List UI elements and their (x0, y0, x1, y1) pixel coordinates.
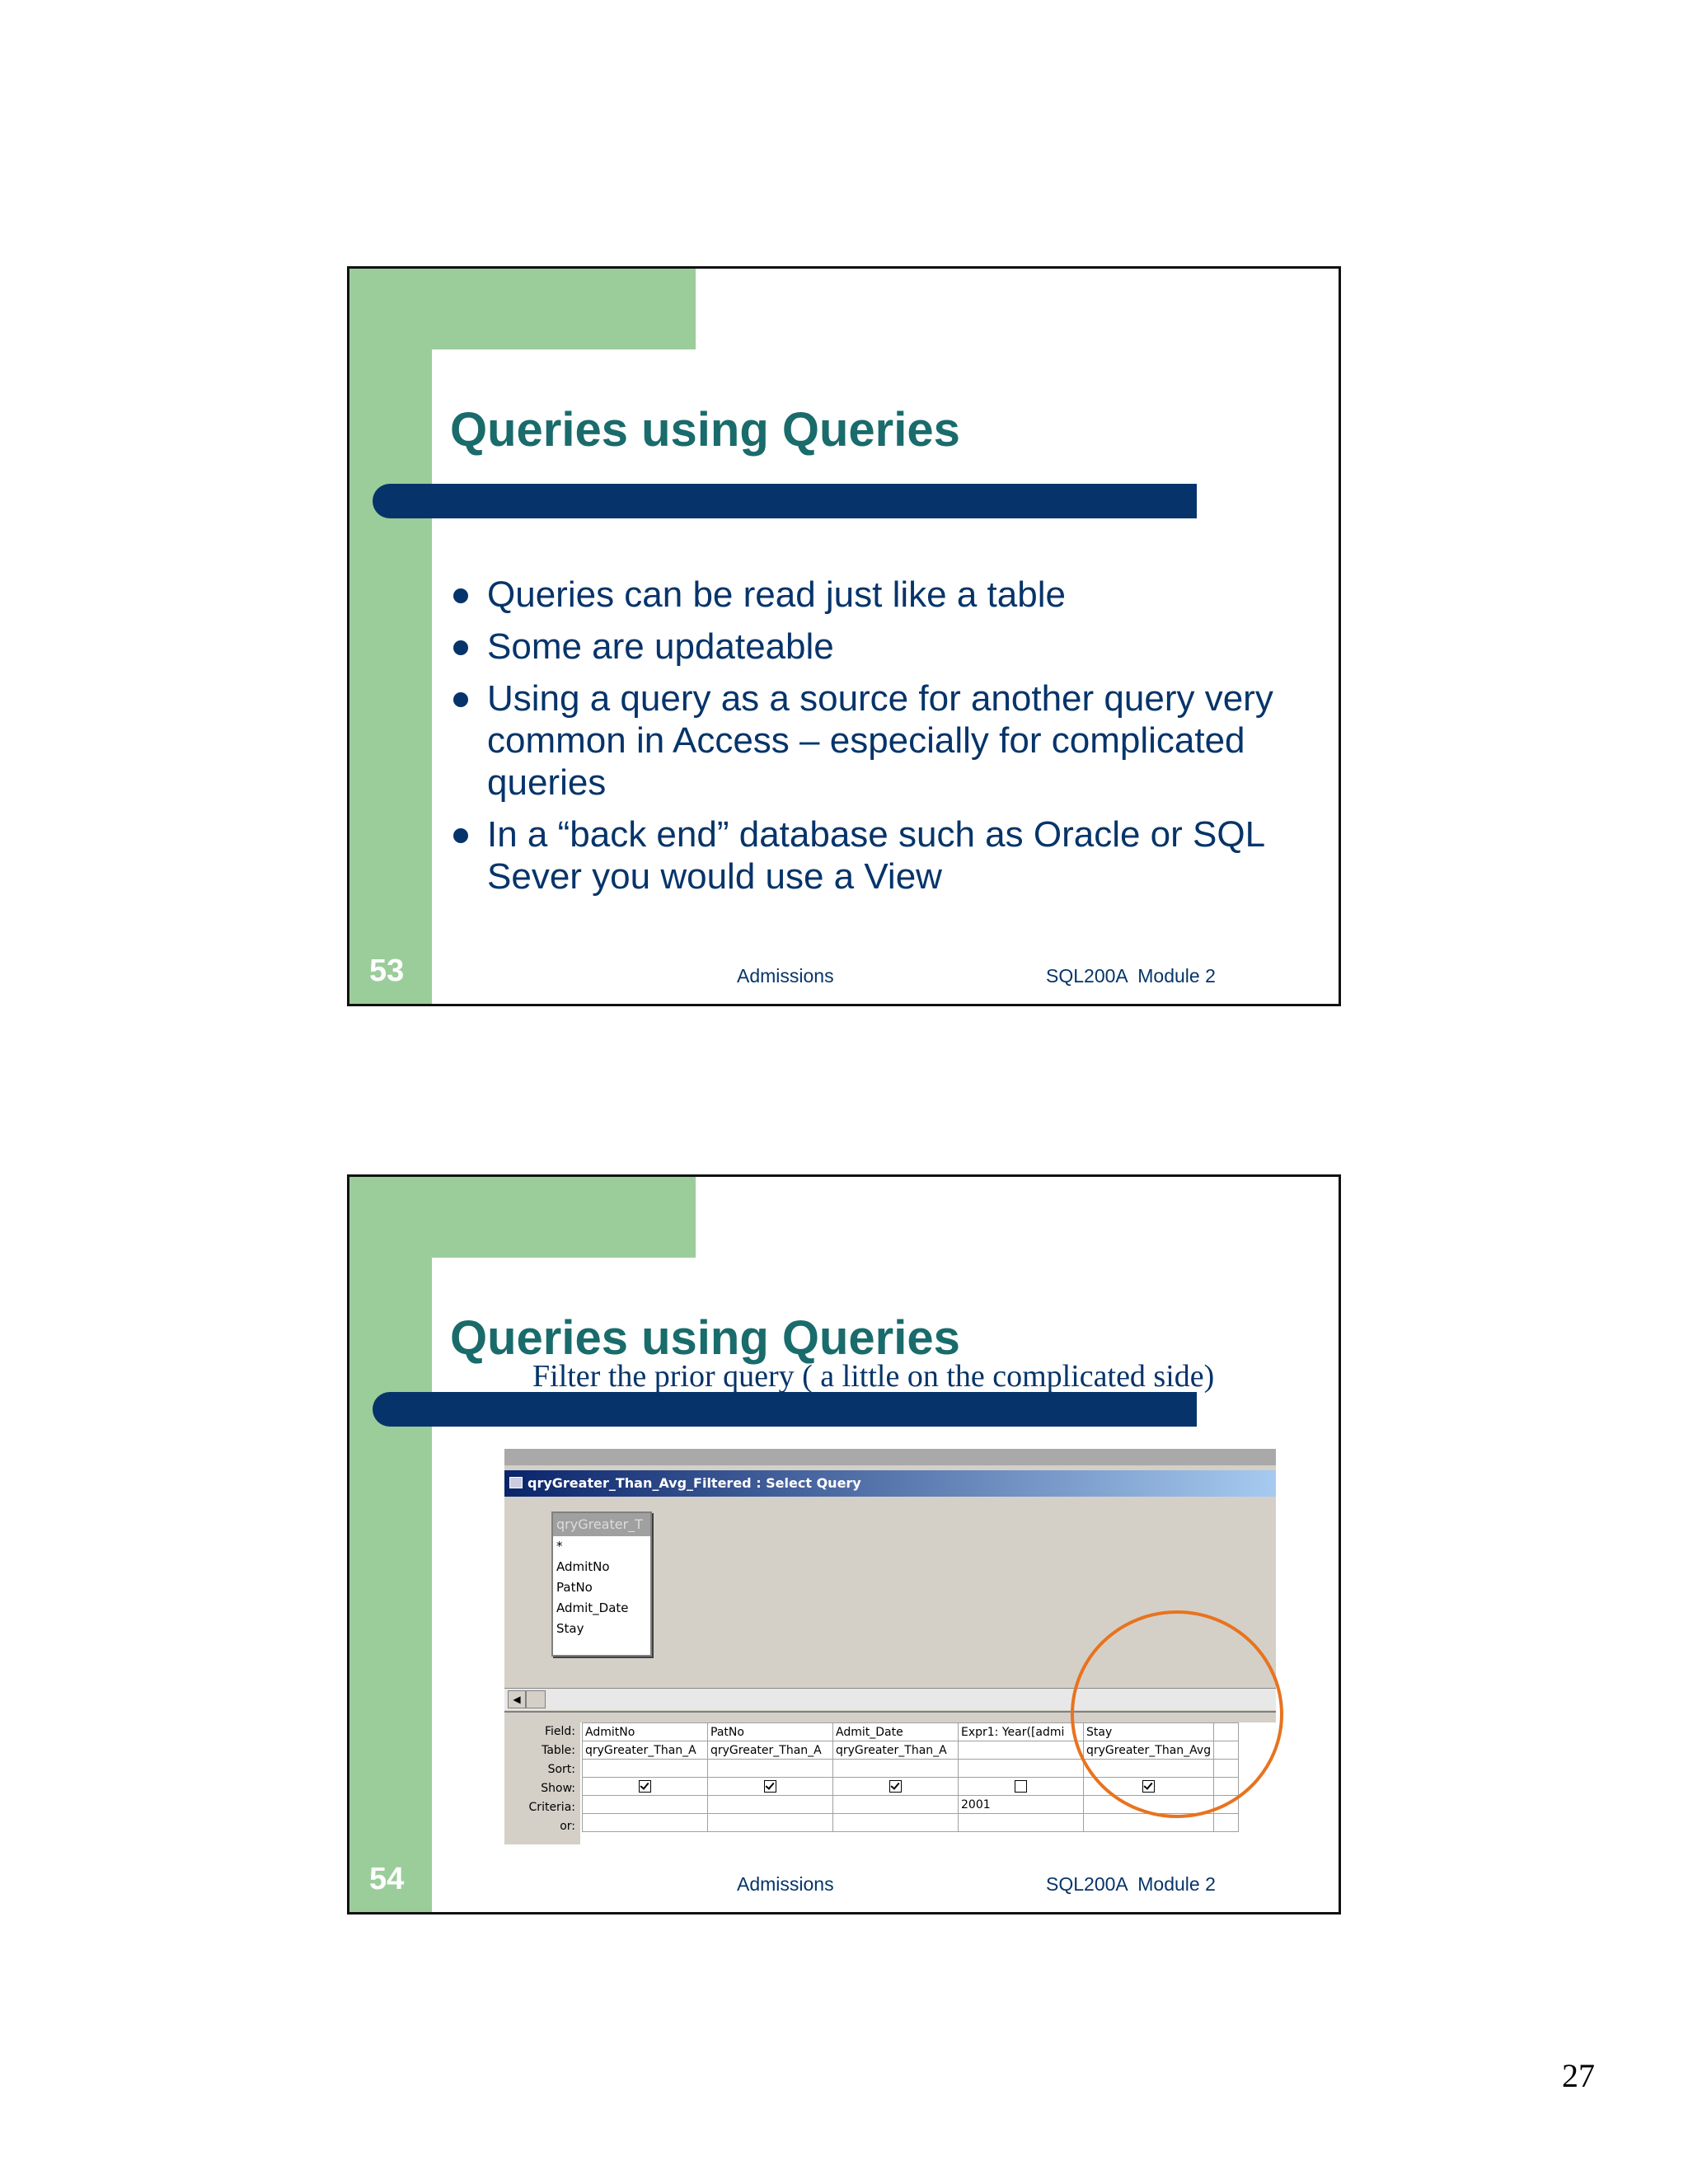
green-sidebar (349, 269, 432, 1004)
show-checkbox[interactable] (1015, 1780, 1027, 1793)
field-list-box[interactable] (551, 1511, 652, 1657)
green-header-block (349, 269, 696, 349)
show-checkbox[interactable] (889, 1780, 902, 1793)
window-top-strip (504, 1449, 1276, 1465)
or-cell[interactable] (708, 1814, 833, 1832)
access-query-screenshot (504, 1449, 1276, 1844)
field-row (583, 1723, 1239, 1741)
criteria-cell[interactable]: 2001 (959, 1796, 1084, 1814)
sort-cell-empty[interactable] (1214, 1760, 1239, 1778)
show-cell (708, 1778, 833, 1796)
or-cell-empty[interactable] (1214, 1814, 1239, 1832)
horizontal-scrollbar[interactable] (504, 1688, 1276, 1710)
or-cell[interactable] (583, 1814, 708, 1832)
field-cell[interactable]: Admit_Date (833, 1723, 959, 1741)
criteria-cell[interactable] (1084, 1796, 1214, 1814)
page-number: 27 (1562, 2057, 1595, 2094)
bullet-item: Some are updateable (450, 626, 1315, 668)
table-cell-empty[interactable] (1214, 1741, 1239, 1760)
title-underline-bar (373, 484, 1197, 518)
show-cell (583, 1778, 708, 1796)
show-cell (959, 1778, 1084, 1796)
field-list-item[interactable]: * (556, 1539, 563, 1554)
scroll-thumb[interactable] (526, 1690, 546, 1708)
sort-row (583, 1760, 1239, 1778)
footer-right: SQL200A Module 2 (1046, 1873, 1216, 1895)
slide-subtitle: Filter the prior query ( a little on the complicated side) (532, 1359, 1215, 1394)
criteria-cell[interactable] (583, 1796, 708, 1814)
or-row (583, 1814, 1239, 1832)
footer-center: Admissions (737, 1873, 834, 1895)
bullet-item: In a “back end” database such as Oracle or SQL Sever you would use a View (450, 813, 1315, 898)
row-label-or: or: (560, 1820, 575, 1833)
row-label-show: Show: (541, 1782, 575, 1795)
query-window-icon (509, 1477, 523, 1488)
slide-title: Queries using Queries (450, 1311, 960, 1365)
bullet-list (450, 574, 1315, 907)
or-cell[interactable] (959, 1814, 1084, 1832)
table-cell[interactable]: qryGreater_Than_Avg (1084, 1741, 1214, 1760)
slide-53 (347, 266, 1341, 1006)
or-cell[interactable] (1084, 1814, 1214, 1832)
row-label-table: Table: (542, 1744, 575, 1757)
table-cell[interactable]: qryGreater_Than_A (708, 1741, 833, 1760)
table-cell[interactable]: qryGreater_Than_A (833, 1741, 959, 1760)
sort-cell[interactable] (583, 1760, 708, 1778)
design-grid (504, 1722, 1276, 1844)
show-row (583, 1778, 1239, 1796)
field-cell[interactable]: AdmitNo (583, 1723, 708, 1741)
field-list-item[interactable]: Admit_Date (556, 1601, 629, 1615)
slide-number: 53 (369, 954, 405, 988)
field-cell[interactable]: Expr1: Year([admi (959, 1723, 1084, 1741)
scroll-left-arrow-icon[interactable]: ◀ (508, 1690, 526, 1708)
footer-center: Admissions (737, 965, 834, 987)
field-list-title: qryGreater_T (553, 1513, 650, 1536)
show-cell (1084, 1778, 1214, 1796)
show-cell-empty[interactable] (1214, 1778, 1239, 1796)
field-list-item[interactable]: PatNo (556, 1580, 593, 1595)
slide-title: Queries using Queries (450, 403, 960, 457)
window-title: qryGreater_Than_Avg_Filtered : Select Query (528, 1475, 861, 1491)
show-checkbox[interactable] (764, 1780, 776, 1793)
query-design-table (582, 1722, 1239, 1832)
window-titlebar (504, 1470, 1276, 1497)
field-list-item[interactable]: AdmitNo (556, 1559, 610, 1574)
row-label-sort: Sort: (547, 1763, 575, 1776)
sort-cell[interactable] (833, 1760, 959, 1778)
field-cell[interactable]: Stay (1084, 1723, 1214, 1741)
sort-cell[interactable] (1084, 1760, 1214, 1778)
criteria-cell-empty[interactable] (1214, 1796, 1239, 1814)
bullet-item: Queries can be read just like a table (450, 574, 1315, 616)
grid-row-labels (504, 1722, 580, 1844)
criteria-cell[interactable] (708, 1796, 833, 1814)
show-checkbox[interactable] (639, 1780, 651, 1793)
table-row (583, 1741, 1239, 1760)
sort-cell[interactable] (959, 1760, 1084, 1778)
slide-number: 54 (369, 1862, 405, 1896)
title-underline-bar (373, 1392, 1197, 1427)
green-header-block (349, 1177, 696, 1258)
field-cell[interactable]: PatNo (708, 1723, 833, 1741)
field-cell-empty[interactable] (1214, 1723, 1239, 1741)
criteria-cell[interactable] (833, 1796, 959, 1814)
green-sidebar (349, 1177, 432, 1912)
slide-54 (347, 1174, 1341, 1915)
row-label-criteria: Criteria: (528, 1801, 575, 1814)
table-cell[interactable]: qryGreater_Than_A (583, 1741, 708, 1760)
or-cell[interactable] (833, 1814, 959, 1832)
footer-right: SQL200A Module 2 (1046, 965, 1216, 987)
sort-cell[interactable] (708, 1760, 833, 1778)
row-label-field: Field: (544, 1725, 575, 1738)
table-cell[interactable] (959, 1741, 1084, 1760)
field-list-item[interactable]: Stay (556, 1621, 584, 1636)
show-cell (833, 1778, 959, 1796)
bullet-item: Using a query as a source for another query very common in Access – especially for complicated queries (450, 677, 1315, 804)
criteria-row (583, 1796, 1239, 1814)
show-checkbox[interactable] (1142, 1780, 1155, 1793)
